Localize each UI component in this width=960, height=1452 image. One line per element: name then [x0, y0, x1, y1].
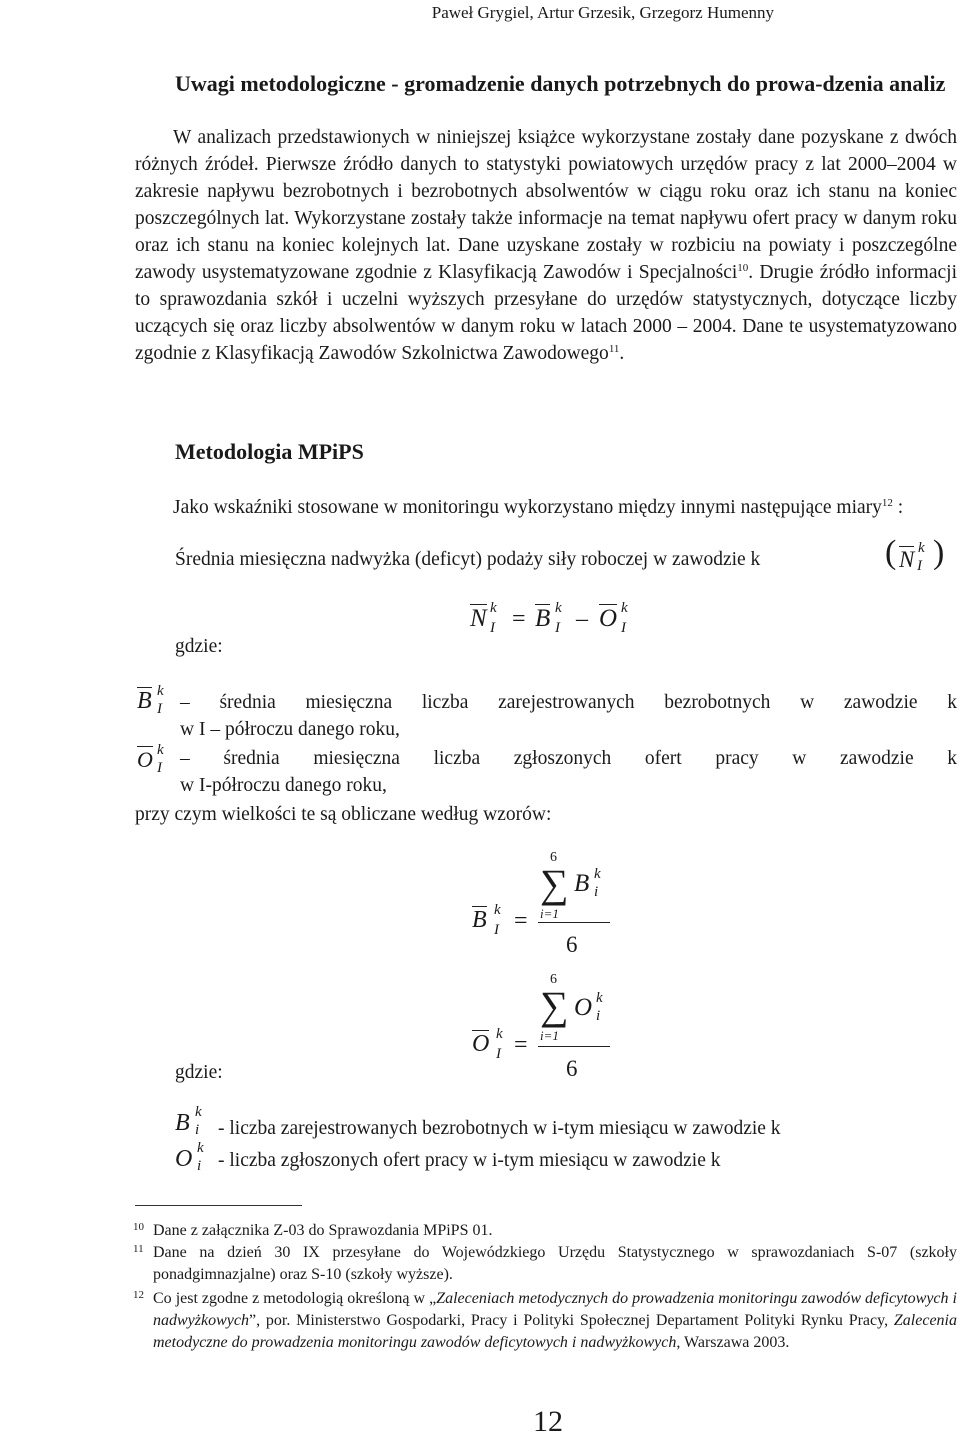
footnote-separator	[135, 1205, 302, 1206]
fB-Bi-sub: i	[594, 884, 599, 900]
eq-B-sub: I	[555, 620, 560, 636]
footnote-ref-12: 12	[881, 497, 893, 509]
fB-sum-upper: 6	[550, 850, 557, 865]
fO-sub: I	[496, 1046, 501, 1062]
measure-label: Średnia miesięczna nadwyżka (deficyt) podaży siły roboczej w zawodzie k	[175, 549, 761, 570]
footnote-10-text: Dane z załącznika Z-03 do Sprawozdania MPiPS 01.	[153, 1222, 493, 1239]
symbol-B-I-k	[135, 683, 175, 723]
symbol-O-i-k	[175, 1140, 215, 1182]
footnote-ref-10: 10	[737, 262, 749, 274]
fn12-b: Zaleceniach metodycznych do prowadzenia monitoringu zawodów deficytowych i nadwyżkowych	[153, 1290, 957, 1329]
fO-O: O	[472, 1031, 490, 1057]
fO-Oi-sub: i	[596, 1008, 601, 1024]
paragraph-text-a: W analizach przedstawionych w niniejszej książce wykorzystane zostały dane pozyskane z dwóch różnych źródeł. Pierwsze źródło danych to statystyki powiatowych urzędów pracy z lat 2000–2004 w zakresie napływu bezrobotnych i bezrobotnych absolwentów w ciągu roku oraz ich stanu na koniec poszczególnych lat. Wykorzystane zostały także informacje na temat napływu ofert pracy w danym roku oraz ich stanu na koniec kolejnych lat. Dane uzyskane zostały w rozbiciu na powiaty i poszczególne zawody usystematyzowane zgodnie z Klasyfikacją Zawodów i Specjalności	[135, 127, 957, 283]
symbol-N: N	[899, 547, 915, 572]
Oi-O: O	[175, 1146, 193, 1172]
section-title-methodology-notes: Uwagi metodologiczne - gromadzenie danych potrzebnych do prowa-dzenia analiz	[175, 71, 946, 96]
sup-k: k	[918, 540, 925, 556]
equation-N-equals-B-minus-O	[470, 598, 670, 648]
paragraph-indicators-intro	[135, 494, 957, 521]
footnote-12	[135, 1288, 957, 1354]
fB-equals: =	[514, 908, 528, 934]
definition-B: – średnia miesięczna liczba zarejestrowanych bezrobotnych w zawodzie k	[180, 692, 957, 713]
eq-O-sub: I	[621, 620, 626, 636]
Bi-B: B	[175, 1110, 190, 1136]
paragraph-text-end: .	[619, 343, 625, 364]
paren-left: (	[885, 534, 897, 571]
footnote-11	[135, 1242, 957, 1286]
fn12-a: Co jest zgodne z metodologią określoną w „	[153, 1290, 437, 1307]
paren-right: )	[933, 534, 945, 571]
eq-B: B	[535, 605, 551, 632]
Oi-sub: i	[197, 1158, 202, 1174]
eq-B-sup: k	[555, 600, 562, 616]
paragraph-text-b: . Drugie źródło informacji to sprawozdania szkół i uczelni wyższych przesyłane do urzędów statystycznych, dotyczące liczby uczących się oraz liczby absolwentów w danym roku w latach 2000 – 2004. Dane te usystematyzowano zgodnie z Klasyfikacją Zawodów Szkolnictwa Zawodowego	[135, 262, 957, 364]
fB-fraction-line	[538, 922, 610, 923]
fO-denominator: 6	[566, 1056, 578, 1081]
fO-Oi-sup: k	[596, 990, 603, 1006]
przy-czym-text: przy czym wielkości te są obliczane według wzorów:	[135, 804, 552, 825]
fB-sigma: ∑	[540, 861, 569, 906]
fO-sigma: ∑	[540, 983, 569, 1028]
fO-fraction-line	[538, 1046, 610, 1047]
eq-equals: =	[512, 606, 526, 632]
fO-sum-upper: 6	[550, 972, 557, 987]
def-B: B	[137, 688, 152, 714]
def-O-sub: I	[157, 760, 162, 776]
fB-denominator: 6	[566, 932, 578, 957]
eq-O: O	[599, 605, 618, 632]
paragraph-data-sources	[135, 124, 957, 367]
intro-text: Jako wskaźniki stosowane w monitoringu wykorzystano między innymi następujące miary	[173, 497, 882, 518]
eq-minus: –	[576, 606, 588, 632]
def-O: O	[137, 747, 153, 772]
fO-equals: =	[514, 1032, 528, 1058]
def-B-sub: I	[157, 701, 162, 717]
footnote-12-text	[135, 1288, 957, 1354]
Bi-sup: k	[195, 1104, 202, 1120]
fB-Bi-sup: k	[594, 866, 601, 882]
footnote-10-number: 10	[133, 1221, 144, 1233]
Oi-sup: k	[197, 1140, 204, 1156]
fO-sum-lower: i=1	[540, 1028, 559, 1043]
fB-Bi: B	[574, 870, 590, 897]
eq-N-sub: I	[490, 620, 495, 636]
fB-sup: k	[494, 902, 501, 918]
symbol-O-I-k	[135, 742, 175, 782]
footnote-11-number: 11	[133, 1243, 144, 1255]
fn12-d: Zalecenia metodyczne do prowadzenia monitoringu zawodów deficytowych i nadwyżkowych	[153, 1312, 957, 1351]
eq-N-sup: k	[490, 600, 497, 616]
fn12-c: ”, por. Ministerstwo Gospodarki, Pracy i Polityki Społecznej Departament Polityki Rynku Pracy,	[248, 1312, 894, 1329]
def-B-sup: k	[157, 683, 164, 699]
symbol-N-I-k	[885, 534, 957, 582]
formula-B-average	[470, 850, 650, 960]
intro-end: :	[892, 497, 904, 518]
symbol-B-i-k	[175, 1104, 215, 1146]
footnote-ref-11: 11	[608, 343, 620, 355]
sub-I: I	[917, 558, 922, 574]
fB-sub: I	[494, 922, 499, 938]
definition-O-continued: w I-półroczu danego roku,	[180, 775, 387, 796]
fn12-e: , Warszawa 2003.	[676, 1334, 790, 1351]
definition-B-continued: w I – półroczu danego roku,	[180, 719, 400, 740]
eq-O-sup: k	[621, 600, 628, 616]
footnote-10	[135, 1220, 957, 1242]
running-header: Paweł Grygiel, Artur Grzesik, Grzegorz Humenny	[431, 3, 774, 22]
formula-O-average	[470, 972, 650, 1084]
gdzie-label-2: gdzie:	[175, 1062, 223, 1083]
fB-sum-lower: i=1	[540, 906, 559, 921]
footnote-11-text: Dane na dzień 30 IX przesyłane do Wojewódzkiego Urzędu Statystycznego w sprawozdaniach S-07 (szkoły ponadgimnazjalne) oraz S-10 (szkoły wyższe).	[153, 1244, 957, 1283]
footnote-12-number: 12	[133, 1289, 144, 1301]
def-O-sup: k	[157, 742, 164, 758]
gdzie-label-1: gdzie:	[175, 636, 223, 657]
section-title-mpips: Metodologia MPiPS	[175, 439, 364, 464]
eq-N: N	[470, 605, 487, 632]
fO-Oi: O	[574, 994, 593, 1021]
page-number: 12	[533, 1405, 563, 1438]
fO-sup: k	[496, 1026, 503, 1042]
definition-Oi: - liczba zgłoszonych ofert pracy w i-tym miesiącu w zawodzie k	[218, 1150, 721, 1171]
Bi-sub: i	[195, 1122, 200, 1138]
definition-O: – średnia miesięczna liczba zgłoszonych ofert pracy w zawodzie k	[180, 748, 957, 769]
fB-B: B	[472, 907, 487, 933]
definition-Bi: - liczba zarejestrowanych bezrobotnych w i-tym miesiącu w zawodzie k	[218, 1118, 781, 1139]
